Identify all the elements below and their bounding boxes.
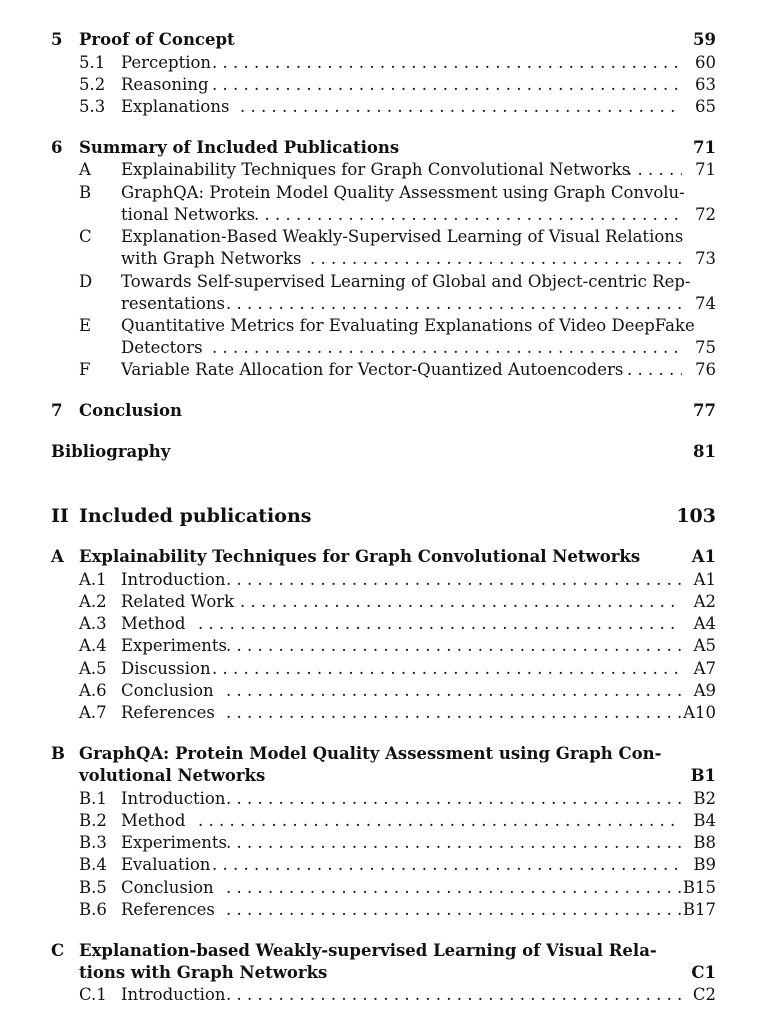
part-number: II xyxy=(51,505,69,527)
page-number: 76 xyxy=(695,360,716,379)
dot-leader xyxy=(240,96,682,118)
toc-section[interactable] xyxy=(0,226,776,248)
toc-section[interactable] xyxy=(0,96,776,118)
chapter-title: Proof of Concept xyxy=(79,30,235,49)
dot-leader xyxy=(226,635,682,657)
toc-publication-a[interactable] xyxy=(0,546,776,568)
section-number: C xyxy=(79,227,92,246)
section-number: B.2 xyxy=(79,811,107,830)
dot-leader xyxy=(240,591,682,613)
page-number: 71 xyxy=(695,160,716,179)
toc-section[interactable] xyxy=(0,315,776,337)
section-title: Experiments xyxy=(121,833,227,852)
section-title-line2: resentations xyxy=(121,294,225,313)
toc-section[interactable] xyxy=(0,271,776,293)
toc-section[interactable] xyxy=(0,159,776,181)
toc-section[interactable] xyxy=(0,832,776,854)
dot-leader xyxy=(212,74,682,96)
toc-publication-c-cont[interactable] xyxy=(0,962,776,984)
toc-section-cont[interactable] xyxy=(0,293,776,315)
publication-title-line1: Explanation-based Weakly-supervised Learning of Visual Rela- xyxy=(79,941,657,960)
section-number: F xyxy=(79,360,91,379)
page-number: 81 xyxy=(693,442,716,461)
page-number: A1 xyxy=(693,570,716,589)
section-title: Introduction xyxy=(121,985,226,1004)
toc-section[interactable] xyxy=(0,854,776,876)
page-number: 75 xyxy=(695,338,716,357)
toc-section[interactable] xyxy=(0,569,776,591)
publication-title-line1: GraphQA: Protein Model Quality Assessment using Graph Con- xyxy=(79,744,662,763)
page-number: 72 xyxy=(695,205,716,224)
toc-section[interactable] xyxy=(0,810,776,832)
section-number: A.6 xyxy=(79,681,107,700)
chapter-title: Conclusion xyxy=(79,401,183,420)
toc-section[interactable] xyxy=(0,680,776,702)
section-title: Method xyxy=(121,811,186,830)
toc-publication-b[interactable] xyxy=(0,743,776,765)
toc-section[interactable] xyxy=(0,658,776,680)
dot-leader xyxy=(226,293,682,315)
dot-leader xyxy=(212,854,682,876)
toc-publication-b-cont[interactable] xyxy=(0,765,776,787)
page-number: A9 xyxy=(693,681,716,700)
bibliography-title: Bibliography xyxy=(51,442,171,461)
page-number: B15 xyxy=(682,878,716,897)
toc-section[interactable] xyxy=(0,788,776,810)
dot-leader xyxy=(212,52,682,74)
page-number: 74 xyxy=(695,294,716,313)
section-title: Perception xyxy=(121,53,212,72)
page-number: A2 xyxy=(693,592,716,611)
toc-section[interactable] xyxy=(0,74,776,96)
section-title: Evaluation xyxy=(121,855,211,874)
dot-leader xyxy=(198,613,682,635)
page-number: 63 xyxy=(695,75,716,94)
section-title-line2: Detectors xyxy=(121,338,203,357)
publication-letter: A xyxy=(51,547,64,566)
dot-leader xyxy=(226,877,682,899)
section-number: C.1 xyxy=(79,985,107,1004)
section-number: B.3 xyxy=(79,833,107,852)
dot-leader xyxy=(198,810,682,832)
dot-leader xyxy=(226,680,682,702)
section-title: Explanations xyxy=(121,97,230,116)
section-number: A.2 xyxy=(79,592,107,611)
section-number: A.1 xyxy=(79,570,107,589)
dot-leader xyxy=(254,204,682,226)
section-title: Experiments xyxy=(121,636,227,655)
dot-leader xyxy=(627,159,682,181)
section-title: Variable Rate Allocation for Vector-Quantized Autoencoders xyxy=(121,360,624,379)
section-title: Conclusion xyxy=(121,681,214,700)
section-title: References xyxy=(121,900,215,919)
section-number: A.3 xyxy=(79,614,107,633)
toc-chapter-6[interactable] xyxy=(0,137,776,159)
chapter-number: 7 xyxy=(51,401,63,420)
page-number: 59 xyxy=(693,30,716,49)
toc-chapter-7[interactable] xyxy=(0,400,776,422)
section-title: Introduction xyxy=(121,789,226,808)
page-number: B8 xyxy=(693,833,716,852)
toc-section-cont[interactable] xyxy=(0,248,776,270)
toc-section[interactable] xyxy=(0,52,776,74)
section-title: Reasoning xyxy=(121,75,209,94)
dot-leader xyxy=(226,984,682,1006)
section-title-line1: GraphQA: Protein Model Quality Assessment using Graph Convolu- xyxy=(121,183,685,202)
page-number: B4 xyxy=(693,811,716,830)
toc-bibliography[interactable] xyxy=(0,441,776,463)
page-number: A10 xyxy=(683,703,716,722)
section-title: Introduction xyxy=(121,570,226,589)
toc-section[interactable] xyxy=(0,613,776,635)
page-number: 73 xyxy=(695,249,716,268)
section-title: Related Work xyxy=(121,592,235,611)
section-title: References xyxy=(121,703,215,722)
toc-section[interactable] xyxy=(0,702,776,724)
dot-leader xyxy=(226,702,682,724)
section-number: 5.2 xyxy=(79,75,106,94)
chapter-title: Summary of Included Publications xyxy=(79,138,400,157)
section-number: A xyxy=(79,160,91,179)
section-title: Explainability Techniques for Graph Convolutional Networks xyxy=(121,160,631,179)
section-title: Discussion xyxy=(121,659,211,678)
toc-part-2[interactable] xyxy=(0,504,776,528)
page-number: 71 xyxy=(693,138,716,157)
section-number: 5.3 xyxy=(79,97,106,116)
toc-section-cont[interactable] xyxy=(0,337,776,359)
section-title-line2: with Graph Networks xyxy=(121,249,302,268)
dot-leader xyxy=(310,248,682,270)
dot-leader xyxy=(226,899,682,921)
section-title: Conclusion xyxy=(121,878,214,897)
page-number: A5 xyxy=(693,636,716,655)
section-number: D xyxy=(79,272,93,291)
toc-section[interactable] xyxy=(0,359,776,381)
page-number: 60 xyxy=(695,53,716,72)
page-number: A4 xyxy=(693,614,716,633)
toc-publication-c[interactable] xyxy=(0,940,776,962)
section-number: E xyxy=(79,316,92,335)
page-number: 65 xyxy=(695,97,716,116)
publication-title-line2: tions with Graph Networks xyxy=(79,963,328,982)
section-number: A.4 xyxy=(79,636,107,655)
chapter-number: 6 xyxy=(51,138,63,157)
section-number: A.5 xyxy=(79,659,107,678)
section-title-line1: Quantitative Metrics for Evaluating Explanations of Video DeepFake xyxy=(121,316,695,335)
toc-section[interactable] xyxy=(0,984,776,1006)
page-number: A7 xyxy=(693,659,716,678)
toc-section[interactable] xyxy=(0,182,776,204)
page-number: B17 xyxy=(682,900,716,919)
section-title-line1: Explanation-Based Weakly-Supervised Learning of Visual Relations xyxy=(121,227,684,246)
section-number: B.1 xyxy=(79,789,107,808)
page-number: A1 xyxy=(691,547,716,566)
toc-section-cont[interactable] xyxy=(0,204,776,226)
dot-leader xyxy=(226,788,682,810)
section-number: B xyxy=(79,183,92,202)
section-title: Method xyxy=(121,614,186,633)
page-number: B2 xyxy=(693,789,716,808)
page-number: C2 xyxy=(692,985,716,1004)
section-number: A.7 xyxy=(79,703,107,722)
section-number: B.6 xyxy=(79,900,107,919)
section-title-line1: Towards Self-supervised Learning of Global and Object-centric Rep- xyxy=(121,272,691,291)
section-number: B.5 xyxy=(79,878,107,897)
part-title: Included publications xyxy=(79,505,312,527)
dot-leader xyxy=(226,832,682,854)
toc-section[interactable] xyxy=(0,899,776,921)
page-number: 77 xyxy=(693,401,716,420)
page-number: 103 xyxy=(676,505,716,527)
publication-letter: B xyxy=(51,744,65,763)
dot-leader xyxy=(627,359,682,381)
publication-letter: C xyxy=(51,941,65,960)
dot-leader xyxy=(212,658,682,680)
dot-leader xyxy=(226,569,682,591)
dot-leader xyxy=(212,337,682,359)
page-number: B1 xyxy=(690,766,716,785)
section-number: B.4 xyxy=(79,855,107,874)
toc-section[interactable] xyxy=(0,877,776,899)
toc-section[interactable] xyxy=(0,591,776,613)
section-number: 5.1 xyxy=(79,53,106,72)
publication-title: Explainability Techniques for Graph Convolutional Networks xyxy=(79,547,641,566)
page-number: C1 xyxy=(691,963,716,982)
toc-section[interactable] xyxy=(0,635,776,657)
publication-title-line2: volutional Networks xyxy=(79,766,266,785)
page-number: B9 xyxy=(693,855,716,874)
chapter-number: 5 xyxy=(51,30,63,49)
section-title-line2: tional Networks xyxy=(121,205,256,224)
toc-chapter-5[interactable] xyxy=(0,29,776,51)
